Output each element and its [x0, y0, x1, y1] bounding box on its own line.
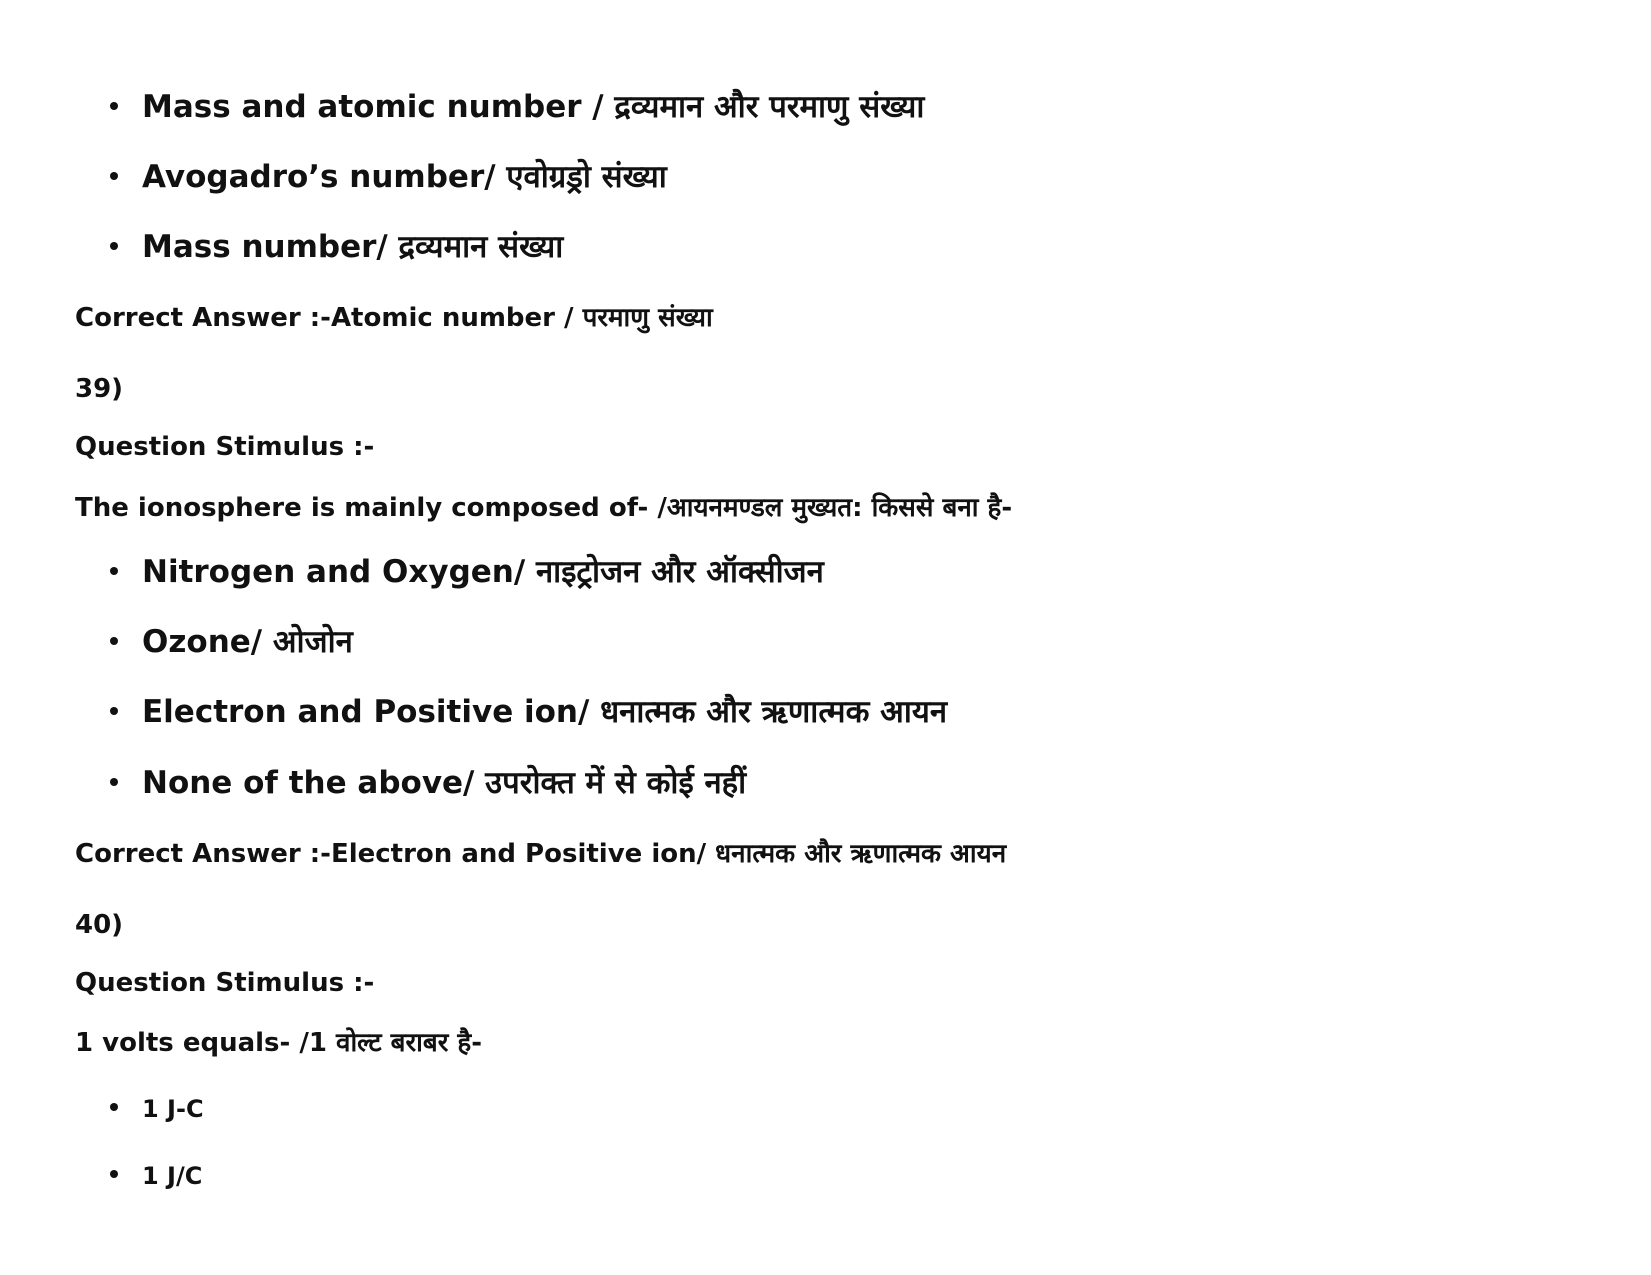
q38-option-3: [110, 229, 564, 265]
option-text: Nitrogen and Oxygen/ नाइट्रोजन और ऑक्सीजन: [142, 554, 824, 590]
q39-option-3: [110, 694, 948, 730]
q38-option-1: [110, 89, 925, 125]
bullet-icon: [110, 697, 142, 728]
q40-stimulus-label: Question Stimulus :-: [75, 968, 375, 998]
bullet-icon: [110, 232, 142, 263]
q39-number: 39): [75, 374, 124, 404]
bullet-icon: [110, 627, 142, 658]
q40-question-text: 1 volts equals- /1 वोल्ट बराबर है-: [75, 1028, 483, 1058]
q39-question-text: The ionosphere is mainly composed of- /आयनमण्डल मुख्यत: किससे बना है-: [75, 493, 1013, 523]
bullet-icon: [110, 1097, 142, 1121]
q39-option-2: [110, 624, 353, 660]
option-text: 1 J/C: [142, 1162, 203, 1190]
bullet-icon: [110, 92, 142, 123]
option-text: Ozone/ ओजोन: [142, 624, 353, 660]
option-text: Mass and atomic number / द्रव्यमान और परमाणु संख्या: [142, 89, 925, 125]
option-text: Avogadro’s number/ एवोग्रड्रो संख्या: [142, 159, 667, 195]
q38-correct-answer: Correct Answer :-Atomic number / परमाणु संख्या: [75, 303, 713, 333]
bullet-icon: [110, 1164, 142, 1188]
option-text: None of the above/ उपरोक्त में से कोई नहीं: [142, 765, 747, 801]
option-text: 1 J-C: [142, 1095, 204, 1123]
q38-option-2: [110, 159, 667, 195]
q39-option-1: [110, 554, 824, 590]
q40-option-1: [110, 1097, 204, 1121]
q39-stimulus-label: Question Stimulus :-: [75, 432, 375, 462]
q40-option-2: [110, 1164, 202, 1188]
bullet-icon: [110, 768, 142, 799]
bullet-icon: [110, 557, 142, 588]
q39-correct-answer: Correct Answer :-Electron and Positive ion/ धनात्मक और ऋणात्मक आयन: [75, 839, 1007, 869]
option-text: Mass number/ द्रव्यमान संख्या: [142, 229, 564, 265]
q39-option-4: [110, 765, 747, 801]
q40-number: 40): [75, 910, 124, 940]
option-text: Electron and Positive ion/ धनात्मक और ऋणात्मक आयन: [142, 694, 948, 730]
bullet-icon: [110, 162, 142, 193]
